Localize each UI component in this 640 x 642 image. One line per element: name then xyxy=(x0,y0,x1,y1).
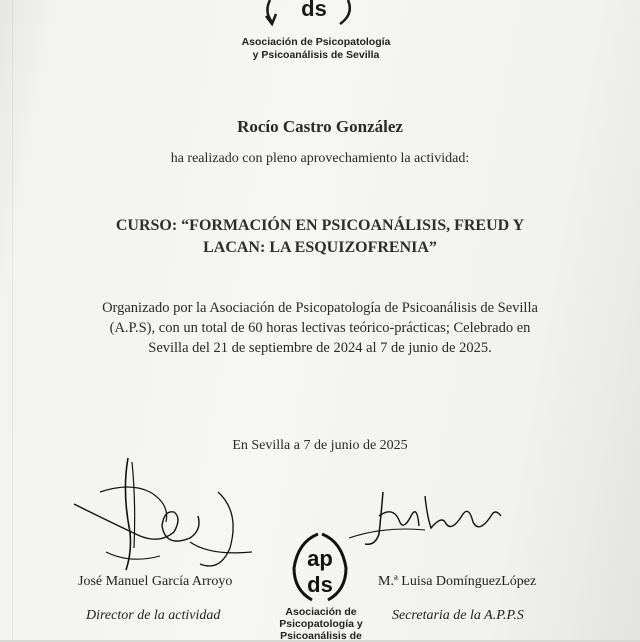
place-date: En Sevilla a 7 de junio de 2025 xyxy=(232,438,408,453)
stamp-letters-top: ap xyxy=(307,546,333,571)
logo-letters: ds xyxy=(301,0,327,21)
description-line2: (A.P.S), con un total de 60 horas lectivas teórico-prácticas; Celebrado en xyxy=(109,320,531,336)
org-caption-line2: y Psicoanálisis de Sevilla xyxy=(252,49,380,61)
stamp-caption xyxy=(266,606,376,642)
stamp-caption-line3: Psicoanálisis de xyxy=(280,630,362,642)
stamp-letters-bottom: ds xyxy=(307,572,333,597)
director-role: Director de la actividad xyxy=(86,608,221,623)
course-title xyxy=(70,215,570,259)
paper-edge-shadow xyxy=(12,0,13,640)
course-title-line2: LACAN: LA ESQUIZOFRENIA” xyxy=(203,239,437,256)
director-signature xyxy=(70,452,260,582)
description-line1: Organizado por la Asociación de Psicopatología de Psicoanálisis de Sevilla xyxy=(102,300,538,316)
recipient-name: Rocío Castro González xyxy=(237,117,403,136)
org-caption-line1: Asociación de Psicopatología xyxy=(241,36,391,48)
course-description xyxy=(70,298,570,358)
secretary-name: M.ª Luisa DomínguezLópez xyxy=(378,574,537,589)
course-title-line1: CURSO: “FORMACIÓN EN PSICOANÁLISIS, FREUD Y xyxy=(115,217,525,234)
description-line3: Sevilla del 21 de septiembre de 2024 al 7 de junio de 2025. xyxy=(148,340,492,356)
secretary-role: Secretaria de la A.P.P.S xyxy=(392,608,524,623)
org-caption xyxy=(228,36,404,62)
stamp-caption-line1: Asociación de xyxy=(285,606,357,618)
director-name: José Manuel García Arroyo xyxy=(78,574,233,589)
stamp-caption-line2: Psicopatología y xyxy=(279,618,363,630)
intro-text: ha realizado con pleno aprovechamiento la actividad: xyxy=(170,151,470,166)
